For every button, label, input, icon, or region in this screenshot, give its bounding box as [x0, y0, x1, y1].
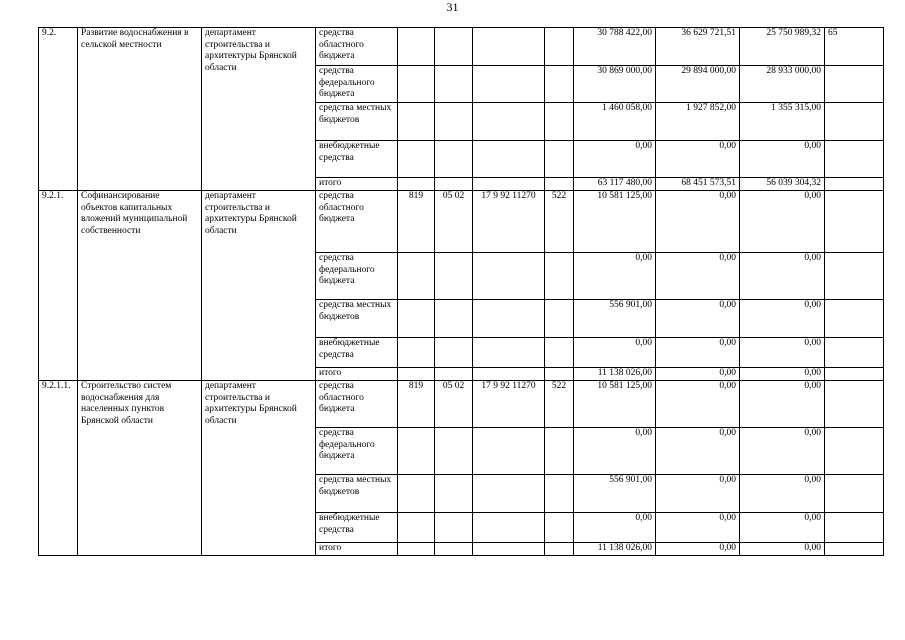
csr-cell — [473, 543, 545, 556]
grbs-cell — [398, 141, 435, 178]
value-2020-cell: 0,00 — [656, 191, 740, 253]
grbs-cell — [398, 513, 435, 543]
extra-cell — [825, 66, 884, 103]
value-2019-cell: 11 138 026,00 — [574, 368, 656, 381]
csr-cell — [473, 28, 545, 66]
rzpr-cell — [435, 253, 473, 300]
csr-cell — [473, 178, 545, 191]
grbs-cell — [398, 66, 435, 103]
source-cell: средства областного бюджета — [316, 381, 398, 428]
extra-cell — [825, 103, 884, 141]
extra-cell — [825, 368, 884, 381]
rzpr-cell — [435, 300, 473, 338]
value-2020-cell: 0,00 — [656, 141, 740, 178]
extra-cell — [825, 300, 884, 338]
rzpr-cell — [435, 543, 473, 556]
value-2019-cell: 30 869 000,00 — [574, 66, 656, 103]
csr-cell — [473, 428, 545, 475]
value-2020-cell: 36 629 721,51 — [656, 28, 740, 66]
rzpr-cell — [435, 66, 473, 103]
section-name-cell: Софинансирование объектов капитальных вложений муниципальной собственности — [78, 191, 202, 381]
source-cell: итого — [316, 368, 398, 381]
value-2021-cell: 0,00 — [740, 543, 825, 556]
grbs-cell — [398, 103, 435, 141]
executor-cell: департамент строительства и архитектуры Брянской области — [202, 191, 316, 381]
extra-cell — [825, 543, 884, 556]
grbs-cell — [398, 338, 435, 368]
table-row — [39, 28, 884, 66]
source-cell: средства местных бюджетов — [316, 300, 398, 338]
csr-cell: 17 9 92 11270 — [473, 191, 545, 253]
vr-cell: 522 — [545, 191, 574, 253]
vr-cell: 522 — [545, 381, 574, 428]
extra-cell — [825, 191, 884, 253]
budget-table — [38, 27, 884, 556]
extra-cell — [825, 513, 884, 543]
csr-cell — [473, 66, 545, 103]
extra-cell — [825, 178, 884, 191]
value-2020-cell: 0,00 — [656, 381, 740, 428]
source-cell: итого — [316, 178, 398, 191]
extra-cell — [825, 338, 884, 368]
source-cell: итого — [316, 543, 398, 556]
vr-cell — [545, 338, 574, 368]
value-2020-cell: 1 927 852,00 — [656, 103, 740, 141]
grbs-cell — [398, 543, 435, 556]
value-2020-cell: 29 894 000,00 — [656, 66, 740, 103]
value-2021-cell: 25 750 989,32 — [740, 28, 825, 66]
source-cell: средства областного бюджета — [316, 28, 398, 66]
value-2020-cell: 0,00 — [656, 253, 740, 300]
value-2021-cell: 0,00 — [740, 141, 825, 178]
rzpr-cell — [435, 368, 473, 381]
extra-cell — [825, 475, 884, 513]
csr-cell — [473, 103, 545, 141]
grbs-cell — [398, 368, 435, 381]
grbs-cell — [398, 178, 435, 191]
vr-cell — [545, 28, 574, 66]
vr-cell — [545, 253, 574, 300]
section-number-cell: 9.2.1. — [39, 191, 78, 381]
grbs-cell: 819 — [398, 191, 435, 253]
vr-cell — [545, 543, 574, 556]
value-2020-cell: 68 451 573,51 — [656, 178, 740, 191]
value-2019-cell: 556 901,00 — [574, 475, 656, 513]
extra-cell: 65 — [825, 28, 884, 66]
value-2021-cell: 1 355 315,00 — [740, 103, 825, 141]
grbs-cell — [398, 300, 435, 338]
extra-cell — [825, 141, 884, 178]
value-2020-cell: 0,00 — [656, 338, 740, 368]
section-number-cell: 9.2. — [39, 28, 78, 191]
value-2021-cell: 0,00 — [740, 368, 825, 381]
grbs-cell — [398, 428, 435, 475]
table-row — [39, 191, 884, 253]
csr-cell — [473, 338, 545, 368]
value-2020-cell: 0,00 — [656, 300, 740, 338]
grbs-cell — [398, 475, 435, 513]
value-2019-cell: 0,00 — [574, 428, 656, 475]
rzpr-cell — [435, 428, 473, 475]
rzpr-cell — [435, 338, 473, 368]
value-2021-cell: 0,00 — [740, 338, 825, 368]
value-2021-cell: 0,00 — [740, 300, 825, 338]
value-2019-cell: 0,00 — [574, 338, 656, 368]
value-2020-cell: 0,00 — [656, 513, 740, 543]
vr-cell — [545, 141, 574, 178]
extra-cell — [825, 428, 884, 475]
value-2019-cell: 63 117 480,00 — [574, 178, 656, 191]
vr-cell — [545, 368, 574, 381]
rzpr-cell — [435, 513, 473, 543]
csr-cell: 17 9 92 11270 — [473, 381, 545, 428]
rzpr-cell — [435, 141, 473, 178]
value-2019-cell: 556 901,00 — [574, 300, 656, 338]
value-2019-cell: 10 581 125,00 — [574, 381, 656, 428]
vr-cell — [545, 103, 574, 141]
rzpr-cell: 05 02 — [435, 191, 473, 253]
source-cell: средства областного бюджета — [316, 191, 398, 253]
value-2021-cell: 28 933 000,00 — [740, 66, 825, 103]
section-name-cell: Развитие водоснабжения в сельской местности — [78, 28, 202, 191]
source-cell: средства федерального бюджета — [316, 66, 398, 103]
rzpr-cell: 05 02 — [435, 381, 473, 428]
value-2021-cell: 0,00 — [740, 253, 825, 300]
csr-cell — [473, 141, 545, 178]
value-2021-cell: 0,00 — [740, 428, 825, 475]
rzpr-cell — [435, 178, 473, 191]
table-row — [39, 381, 884, 428]
vr-cell — [545, 66, 574, 103]
value-2019-cell: 0,00 — [574, 513, 656, 543]
grbs-cell — [398, 28, 435, 66]
rzpr-cell — [435, 475, 473, 513]
value-2021-cell: 0,00 — [740, 191, 825, 253]
value-2019-cell: 11 138 026,00 — [574, 543, 656, 556]
source-cell: внебюджетные средства — [316, 141, 398, 178]
value-2019-cell: 10 581 125,00 — [574, 191, 656, 253]
executor-cell: департамент строительства и архитектуры Брянской области — [202, 381, 316, 556]
value-2020-cell: 0,00 — [656, 475, 740, 513]
value-2020-cell: 0,00 — [656, 428, 740, 475]
vr-cell — [545, 428, 574, 475]
source-cell: средства местных бюджетов — [316, 475, 398, 513]
grbs-cell — [398, 253, 435, 300]
value-2021-cell: 0,00 — [740, 513, 825, 543]
vr-cell — [545, 300, 574, 338]
value-2021-cell: 0,00 — [740, 475, 825, 513]
value-2021-cell: 56 039 304,32 — [740, 178, 825, 191]
source-cell: средства местных бюджетов — [316, 103, 398, 141]
csr-cell — [473, 513, 545, 543]
csr-cell — [473, 475, 545, 513]
source-cell: внебюджетные средства — [316, 338, 398, 368]
rzpr-cell — [435, 28, 473, 66]
vr-cell — [545, 513, 574, 543]
page-number: 31 — [446, 0, 459, 14]
grbs-cell: 819 — [398, 381, 435, 428]
value-2019-cell: 0,00 — [574, 253, 656, 300]
budget-table-body — [39, 28, 884, 556]
value-2020-cell: 0,00 — [656, 543, 740, 556]
source-cell: внебюджетные средства — [316, 513, 398, 543]
extra-cell — [825, 253, 884, 300]
rzpr-cell — [435, 103, 473, 141]
value-2019-cell: 0,00 — [574, 141, 656, 178]
vr-cell — [545, 178, 574, 191]
csr-cell — [473, 300, 545, 338]
vr-cell — [545, 475, 574, 513]
extra-cell — [825, 381, 884, 428]
value-2021-cell: 0,00 — [740, 381, 825, 428]
source-cell: средства федерального бюджета — [316, 253, 398, 300]
source-cell: средства федерального бюджета — [316, 428, 398, 475]
csr-cell — [473, 253, 545, 300]
csr-cell — [473, 368, 545, 381]
section-name-cell: Строительство систем водоснабжения для населенных пунктов Брянской области — [78, 381, 202, 556]
value-2019-cell: 30 788 422,00 — [574, 28, 656, 66]
value-2020-cell: 0,00 — [656, 368, 740, 381]
section-number-cell: 9.2.1.1. — [39, 381, 78, 556]
executor-cell: департамент строительства и архитектуры Брянской области — [202, 28, 316, 191]
value-2019-cell: 1 460 058,00 — [574, 103, 656, 141]
